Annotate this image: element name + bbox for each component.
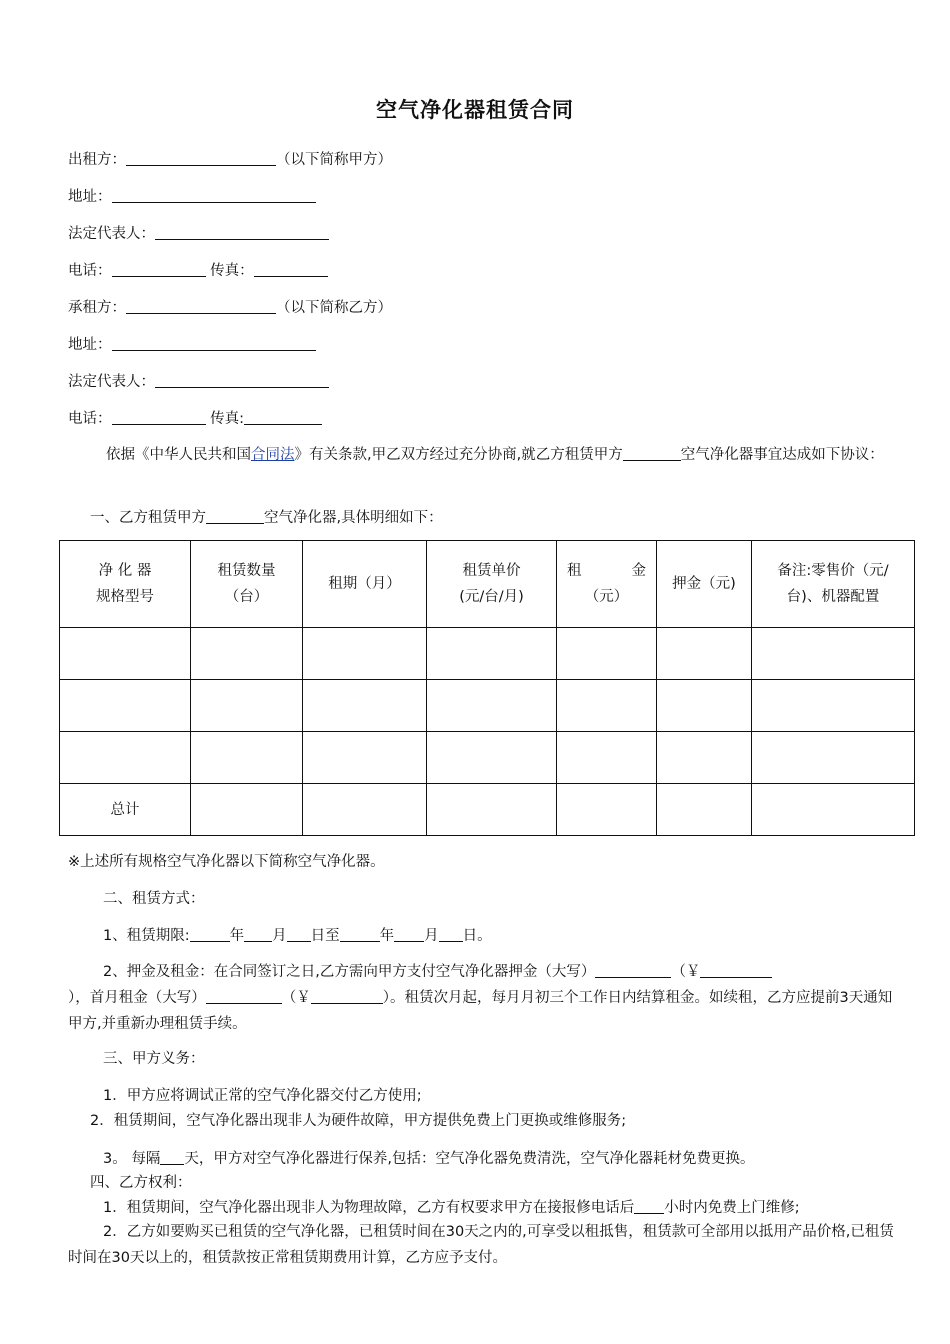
table-cell[interactable] [303, 680, 427, 732]
start-day-blank[interactable] [287, 926, 311, 942]
month2-label: 月 [424, 928, 439, 944]
table-cell[interactable] [657, 628, 752, 680]
table-row [60, 732, 915, 784]
lessor-phone-blank[interactable] [112, 261, 206, 277]
header-deposit: 押金（元) [657, 541, 752, 628]
month-label: 月 [272, 928, 287, 944]
year-label: 年 [229, 928, 245, 944]
table-cell[interactable] [752, 628, 915, 680]
lessee-rep-label: 法定代表人： [68, 374, 155, 390]
deposit-text-2: （￥ [671, 964, 701, 980]
table-cell[interactable] [752, 784, 915, 836]
deposit-words-blank[interactable] [595, 962, 671, 978]
intro-text-1: 依据《中华人民共和国 [106, 447, 251, 463]
header-rent-line1 [557, 558, 656, 584]
deposit-text-3: ），首月租金（大写） [68, 990, 206, 1006]
lessor-label: 出租方： [68, 152, 126, 168]
header-quantity [191, 541, 303, 628]
rent-words-blank[interactable] [206, 988, 282, 1004]
lessee-phone-line [68, 409, 322, 429]
table-cell[interactable] [60, 732, 191, 784]
header-quantity-line2: （台） [224, 589, 269, 605]
header-rent-char1: 租 [567, 563, 582, 579]
header-remarks-line2: 台)、机器配置 [786, 589, 880, 605]
table-cell[interactable] [427, 628, 557, 680]
lessor-rep-label: 法定代表人： [68, 226, 155, 242]
day-end-label: 日。 [462, 928, 492, 944]
header-unit-price-line2: (元/台/月) [459, 589, 524, 605]
section2-item1 [103, 926, 492, 946]
table-header-row [60, 541, 915, 628]
lessee-phone-blank[interactable] [112, 409, 206, 425]
section3-heading: 三、甲方义务： [103, 1051, 205, 1067]
end-day-blank[interactable] [439, 926, 463, 942]
table-cell[interactable] [752, 732, 915, 784]
contract-law-link[interactable]: 合同法 [251, 447, 295, 463]
lessor-suffix: （以下简称甲方） [276, 152, 392, 168]
deposit-amount-blank[interactable] [700, 962, 772, 978]
header-remarks-line1: 备注:零售价（元/ [777, 563, 889, 579]
table-cell[interactable] [303, 784, 427, 836]
maintenance-text-2: 天，甲方对空气净化器进行保养,包括：空气净化器免费清洗，空气净化器耗材免费更换。 [184, 1151, 755, 1167]
repair-hours-blank[interactable] [634, 1198, 664, 1214]
day-to-label: 日至 [310, 928, 340, 944]
lessee-address-blank[interactable] [112, 335, 316, 351]
header-unit-price-line1: 租赁单价 [462, 563, 521, 579]
section2-item2 [68, 959, 906, 1037]
lessor-name-blank[interactable] [126, 150, 276, 166]
lessor-address-blank[interactable] [112, 187, 316, 203]
table-row [60, 628, 915, 680]
start-month-blank[interactable] [244, 926, 272, 942]
lessee-phone-label: 电话： [68, 411, 112, 427]
deposit-text-4: （￥ [281, 990, 311, 1006]
table-note: ※上述所有规格空气净化器以下简称空气净化器。 [68, 854, 385, 870]
table-cell[interactable] [657, 784, 752, 836]
end-month-blank[interactable] [394, 926, 424, 942]
intro-text-2: 》有关条款,甲乙双方经过充分协商,就乙方租赁甲方 [294, 447, 623, 463]
lease-period-label: 1、租赁期限: [103, 928, 190, 944]
table-cell[interactable] [60, 628, 191, 680]
table-cell[interactable] [557, 732, 657, 784]
section4-item2: 2．乙方如要购买已租赁的空气净化器，已租赁时间在30天之内的,可享受以租抵售，租赁款可全部用以抵用产品价格,已租赁时间在30天以上的，租赁款按正常租赁期费用计算，乙方应予支付。 [68, 1224, 894, 1266]
maintenance-days-blank[interactable] [160, 1149, 184, 1165]
section1-heading [90, 508, 443, 528]
lessor-fax-blank[interactable] [254, 261, 328, 277]
section3-item1: 1．甲方应将调试正常的空气净化器交付乙方使用; [103, 1088, 422, 1104]
lessor-fax-label: 传真： [210, 263, 254, 279]
lessor-rep-line [68, 224, 329, 244]
header-rent-line2: （元） [584, 589, 629, 605]
table-cell[interactable] [657, 680, 752, 732]
header-rent [557, 541, 657, 628]
table-total-row [60, 784, 915, 836]
table-cell[interactable] [557, 628, 657, 680]
table-cell[interactable] [191, 784, 303, 836]
lessee-fax-label: 传真: [210, 411, 244, 427]
table-cell[interactable] [303, 628, 427, 680]
lessee-rep-line [68, 372, 329, 392]
section1-blank[interactable] [206, 508, 264, 524]
table-cell[interactable] [191, 628, 303, 680]
section1-text-1: 一、乙方租赁甲方 [90, 510, 206, 526]
table-cell[interactable] [303, 732, 427, 784]
lessee-rep-blank[interactable] [155, 372, 329, 388]
table-cell[interactable] [427, 732, 557, 784]
section4-heading: 四、乙方权利： [90, 1175, 192, 1191]
table-cell[interactable] [191, 680, 303, 732]
lessee-line [68, 298, 392, 318]
section3-item2: 2．租赁期间，空气净化器出现非人为硬件故障，甲方提供免费上门更换或维修服务; [90, 1113, 627, 1129]
rent-amount-blank[interactable] [311, 988, 383, 1004]
lessor-phone-label: 电话： [68, 263, 112, 279]
intro-paragraph [68, 442, 906, 468]
table-cell[interactable] [191, 732, 303, 784]
table-cell[interactable] [427, 680, 557, 732]
page-title: 空气净化器租赁合同 [376, 98, 574, 122]
section3-item3 [103, 1149, 754, 1169]
lessor-address-label: 地址： [68, 189, 112, 205]
header-rent-char2: 金 [631, 563, 646, 579]
header-quantity-line1: 租赁数量 [217, 563, 276, 579]
lessor-line [68, 150, 392, 170]
lessee-label: 承租方： [68, 300, 126, 316]
section2-heading: 二、租赁方式： [103, 891, 205, 907]
table-row [60, 680, 915, 732]
header-remarks [752, 541, 915, 628]
table-cell[interactable] [657, 732, 752, 784]
header-unit-price [427, 541, 557, 628]
section1-text-2: 空气净化器,具体明细如下： [264, 510, 443, 526]
section4-item1 [103, 1198, 800, 1218]
rental-detail-table [59, 540, 915, 836]
lessee-address-label: 地址： [68, 337, 112, 353]
header-model [60, 541, 191, 628]
end-year-blank[interactable] [340, 926, 380, 942]
lessee-address-line [68, 335, 316, 355]
start-year-blank[interactable] [190, 926, 230, 942]
header-term: 租期（月） [303, 541, 427, 628]
table-cell[interactable] [427, 784, 557, 836]
table-cell[interactable] [752, 680, 915, 732]
repair-text-1: 1．租赁期间，空气净化器出现非人为物理故障，乙方有权要求甲方在接报修电话后 [103, 1200, 635, 1216]
deposit-text-1: 2、押金及租金：在合同签订之日,乙方需向甲方支付空气净化器押金（大写） [103, 964, 596, 980]
table-cell[interactable] [557, 680, 657, 732]
maintenance-text-1: 3。 每隔 [103, 1151, 161, 1167]
deposit-text-5: ）。租赁次月起，每月月初三个工作日内结算租金。如续租，乙方应提前3天通知甲方,并重新办理租赁手续。 [68, 990, 893, 1032]
lessee-name-blank[interactable] [126, 298, 276, 314]
year2-label: 年 [379, 928, 395, 944]
table-cell[interactable] [557, 784, 657, 836]
header-model-line1: 净 化 器 [98, 563, 152, 579]
lessor-phone-line [68, 261, 328, 281]
repair-text-2: 小时内免费上门维修; [664, 1200, 800, 1216]
lessor-address-line [68, 187, 316, 207]
intro-blank[interactable] [623, 445, 681, 461]
header-model-line2: 规格型号 [96, 589, 154, 605]
table-cell[interactable] [60, 680, 191, 732]
total-label: 总计 [60, 784, 191, 836]
lessee-suffix: （以下简称乙方） [276, 300, 392, 316]
lessor-rep-blank[interactable] [155, 224, 329, 240]
lessee-fax-blank[interactable] [244, 409, 322, 425]
intro-text-3: 空气净化器事宜达成如下协议： [680, 447, 884, 463]
